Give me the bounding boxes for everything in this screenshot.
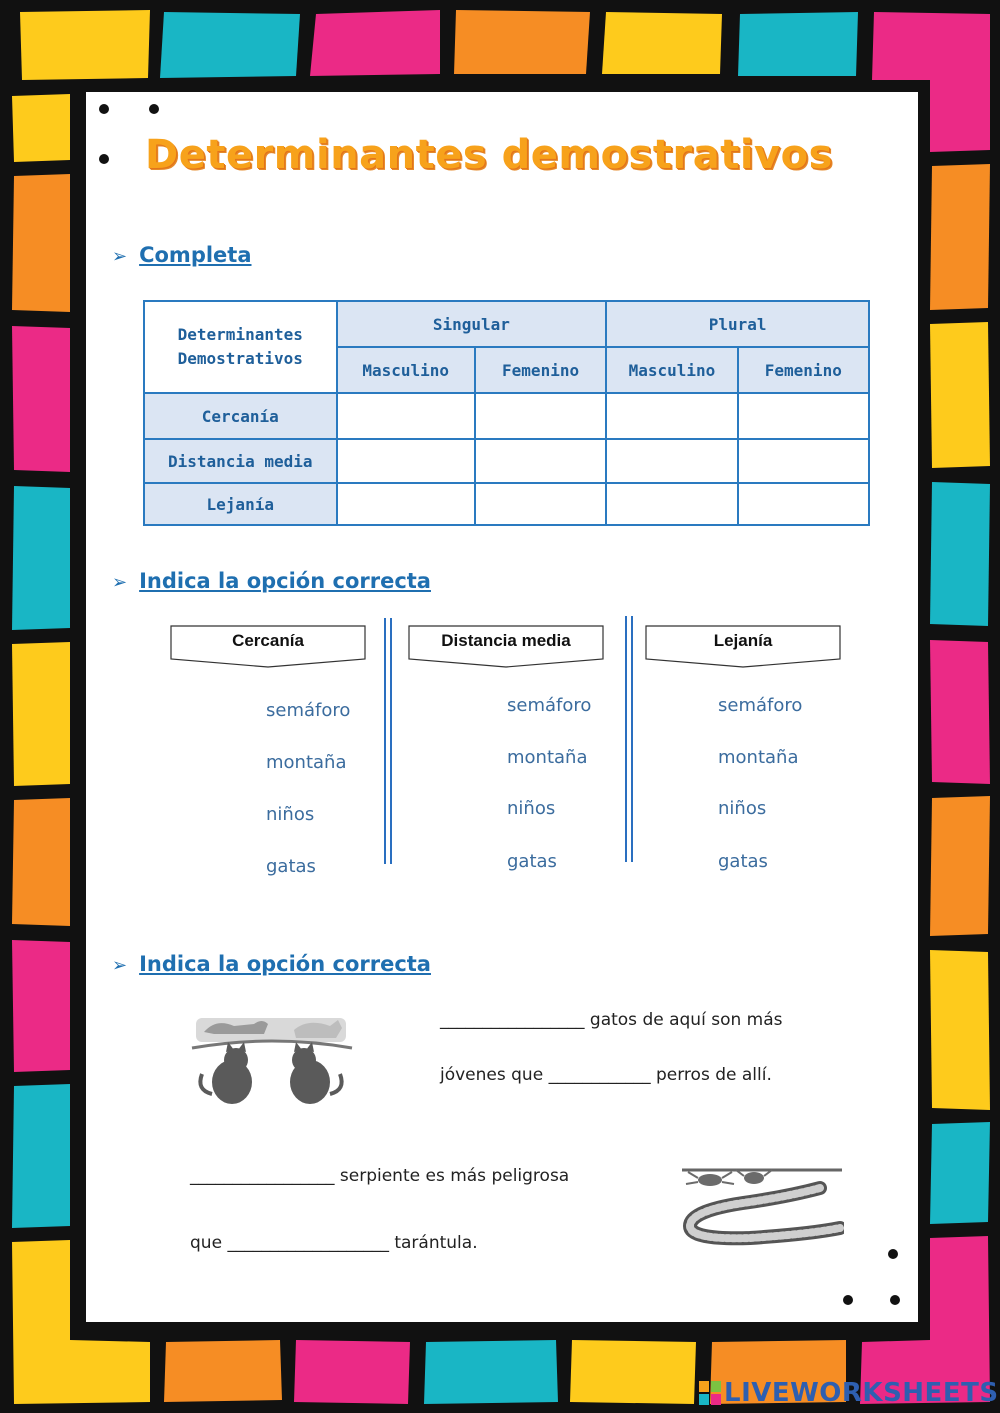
frame-tile [164,1340,282,1402]
cats-dogs-illustration [186,1012,356,1108]
answer-cell[interactable] [337,393,475,439]
arrow-icon: ➢ [112,572,128,593]
column-divider [625,616,627,862]
frame-tile [930,482,990,626]
decor-dot [843,1295,853,1305]
frame-tile [12,642,70,786]
frame-tile [424,1340,558,1404]
answer-cell[interactable] [738,393,869,439]
frame-tile [12,486,70,630]
frame-tile [12,940,70,1072]
header-singular: Singular [337,301,607,347]
column-header-distancia-media: Distancia media [408,625,604,663]
column-header-lejania: Lejanía [645,625,841,663]
answer-blank[interactable]: ___________________ [227,1233,389,1253]
frame-tile [20,10,150,80]
sentence-2-line-1: _________________ serpiente es más peligrosa [190,1166,570,1186]
option-word[interactable]: montaña [507,747,588,768]
frame-tile [602,12,722,74]
answer-cell[interactable] [606,483,737,525]
frame-tile [454,10,590,74]
liveworksheets-logo-icon [699,1381,721,1405]
frame-tile [570,1340,696,1404]
frame-tile [12,174,70,312]
row-header-lejania: Lejanía [144,483,337,525]
frame-tile [930,1122,990,1224]
frame-tile [930,640,990,784]
frame-tile [930,796,990,936]
table-corner-header: Determinantes Demostrativos [144,301,337,393]
option-word[interactable]: niños [718,798,767,819]
subheader-femenino: Femenino [738,347,869,393]
option-word[interactable]: semáforo [507,695,592,716]
answer-blank[interactable]: _________________ [190,1166,335,1186]
frame-tile [160,12,300,78]
page-title: Determinantes demostrativos [145,132,833,178]
arrow-icon: ➢ [112,246,128,267]
option-word[interactable]: gatas [266,856,316,877]
subheader-masculino: Masculino [337,347,475,393]
option-word[interactable]: gatas [718,851,768,872]
column-divider [631,616,633,862]
section-heading-indica-1: ➢ Indica la opción correcta [112,569,431,593]
column-header-cercania: Cercanía [170,625,366,663]
option-word[interactable]: semáforo [718,695,803,716]
option-word[interactable]: gatas [507,851,557,872]
watermark: LIVEWORKSHEETS [724,1378,999,1408]
header-plural: Plural [606,301,869,347]
frame-tile [930,322,990,468]
frame-tile [930,950,990,1110]
answer-cell[interactable] [337,483,475,525]
option-word[interactable]: niños [507,798,556,819]
answer-cell[interactable] [738,483,869,525]
section-heading-completa: ➢ Completa [112,243,252,267]
column-divider [384,618,386,864]
frame-tile [738,12,858,76]
row-header-distancia-media: Distancia media [144,439,337,483]
frame-tile [310,10,440,76]
answer-cell[interactable] [738,439,869,483]
option-word[interactable]: montaña [718,747,799,768]
frame-tile [12,798,70,926]
subheader-femenino: Femenino [475,347,606,393]
frame-tile [12,1084,70,1228]
answer-cell[interactable] [606,439,737,483]
decor-dot [890,1295,900,1305]
answer-blank[interactable]: _________________ [440,1010,585,1030]
row-header-cercania: Cercanía [144,393,337,439]
frame-tile [12,94,70,162]
option-word[interactable]: semáforo [266,700,351,721]
option-word[interactable]: montaña [266,752,347,773]
decor-dot [149,104,159,114]
answer-cell[interactable] [475,483,606,525]
option-word[interactable]: niños [266,804,315,825]
snake-spider-illustration [680,1158,844,1250]
answer-cell[interactable] [475,439,606,483]
answer-blank[interactable]: ____________ [548,1065,651,1085]
column-divider [390,618,392,864]
answer-cell[interactable] [606,393,737,439]
decor-dot [99,154,109,164]
frame-tile [930,164,990,310]
decor-dot [99,104,109,114]
decor-dot [888,1249,898,1259]
demonstratives-table [143,300,870,526]
sentence-1-line-1: _________________ gatos de aquí son más [440,1010,783,1030]
frame-tile [12,326,70,472]
frame-tile [294,1340,410,1404]
answer-cell[interactable] [475,393,606,439]
subheader-masculino: Masculino [606,347,737,393]
sentence-2-line-2: que ___________________ tarántula. [190,1233,478,1253]
answer-cell[interactable] [337,439,475,483]
arrow-icon: ➢ [112,955,128,976]
section-heading-indica-2: ➢ Indica la opción correcta [112,952,431,976]
sentence-1-line-2: jóvenes que ____________ perros de allí. [440,1065,772,1085]
